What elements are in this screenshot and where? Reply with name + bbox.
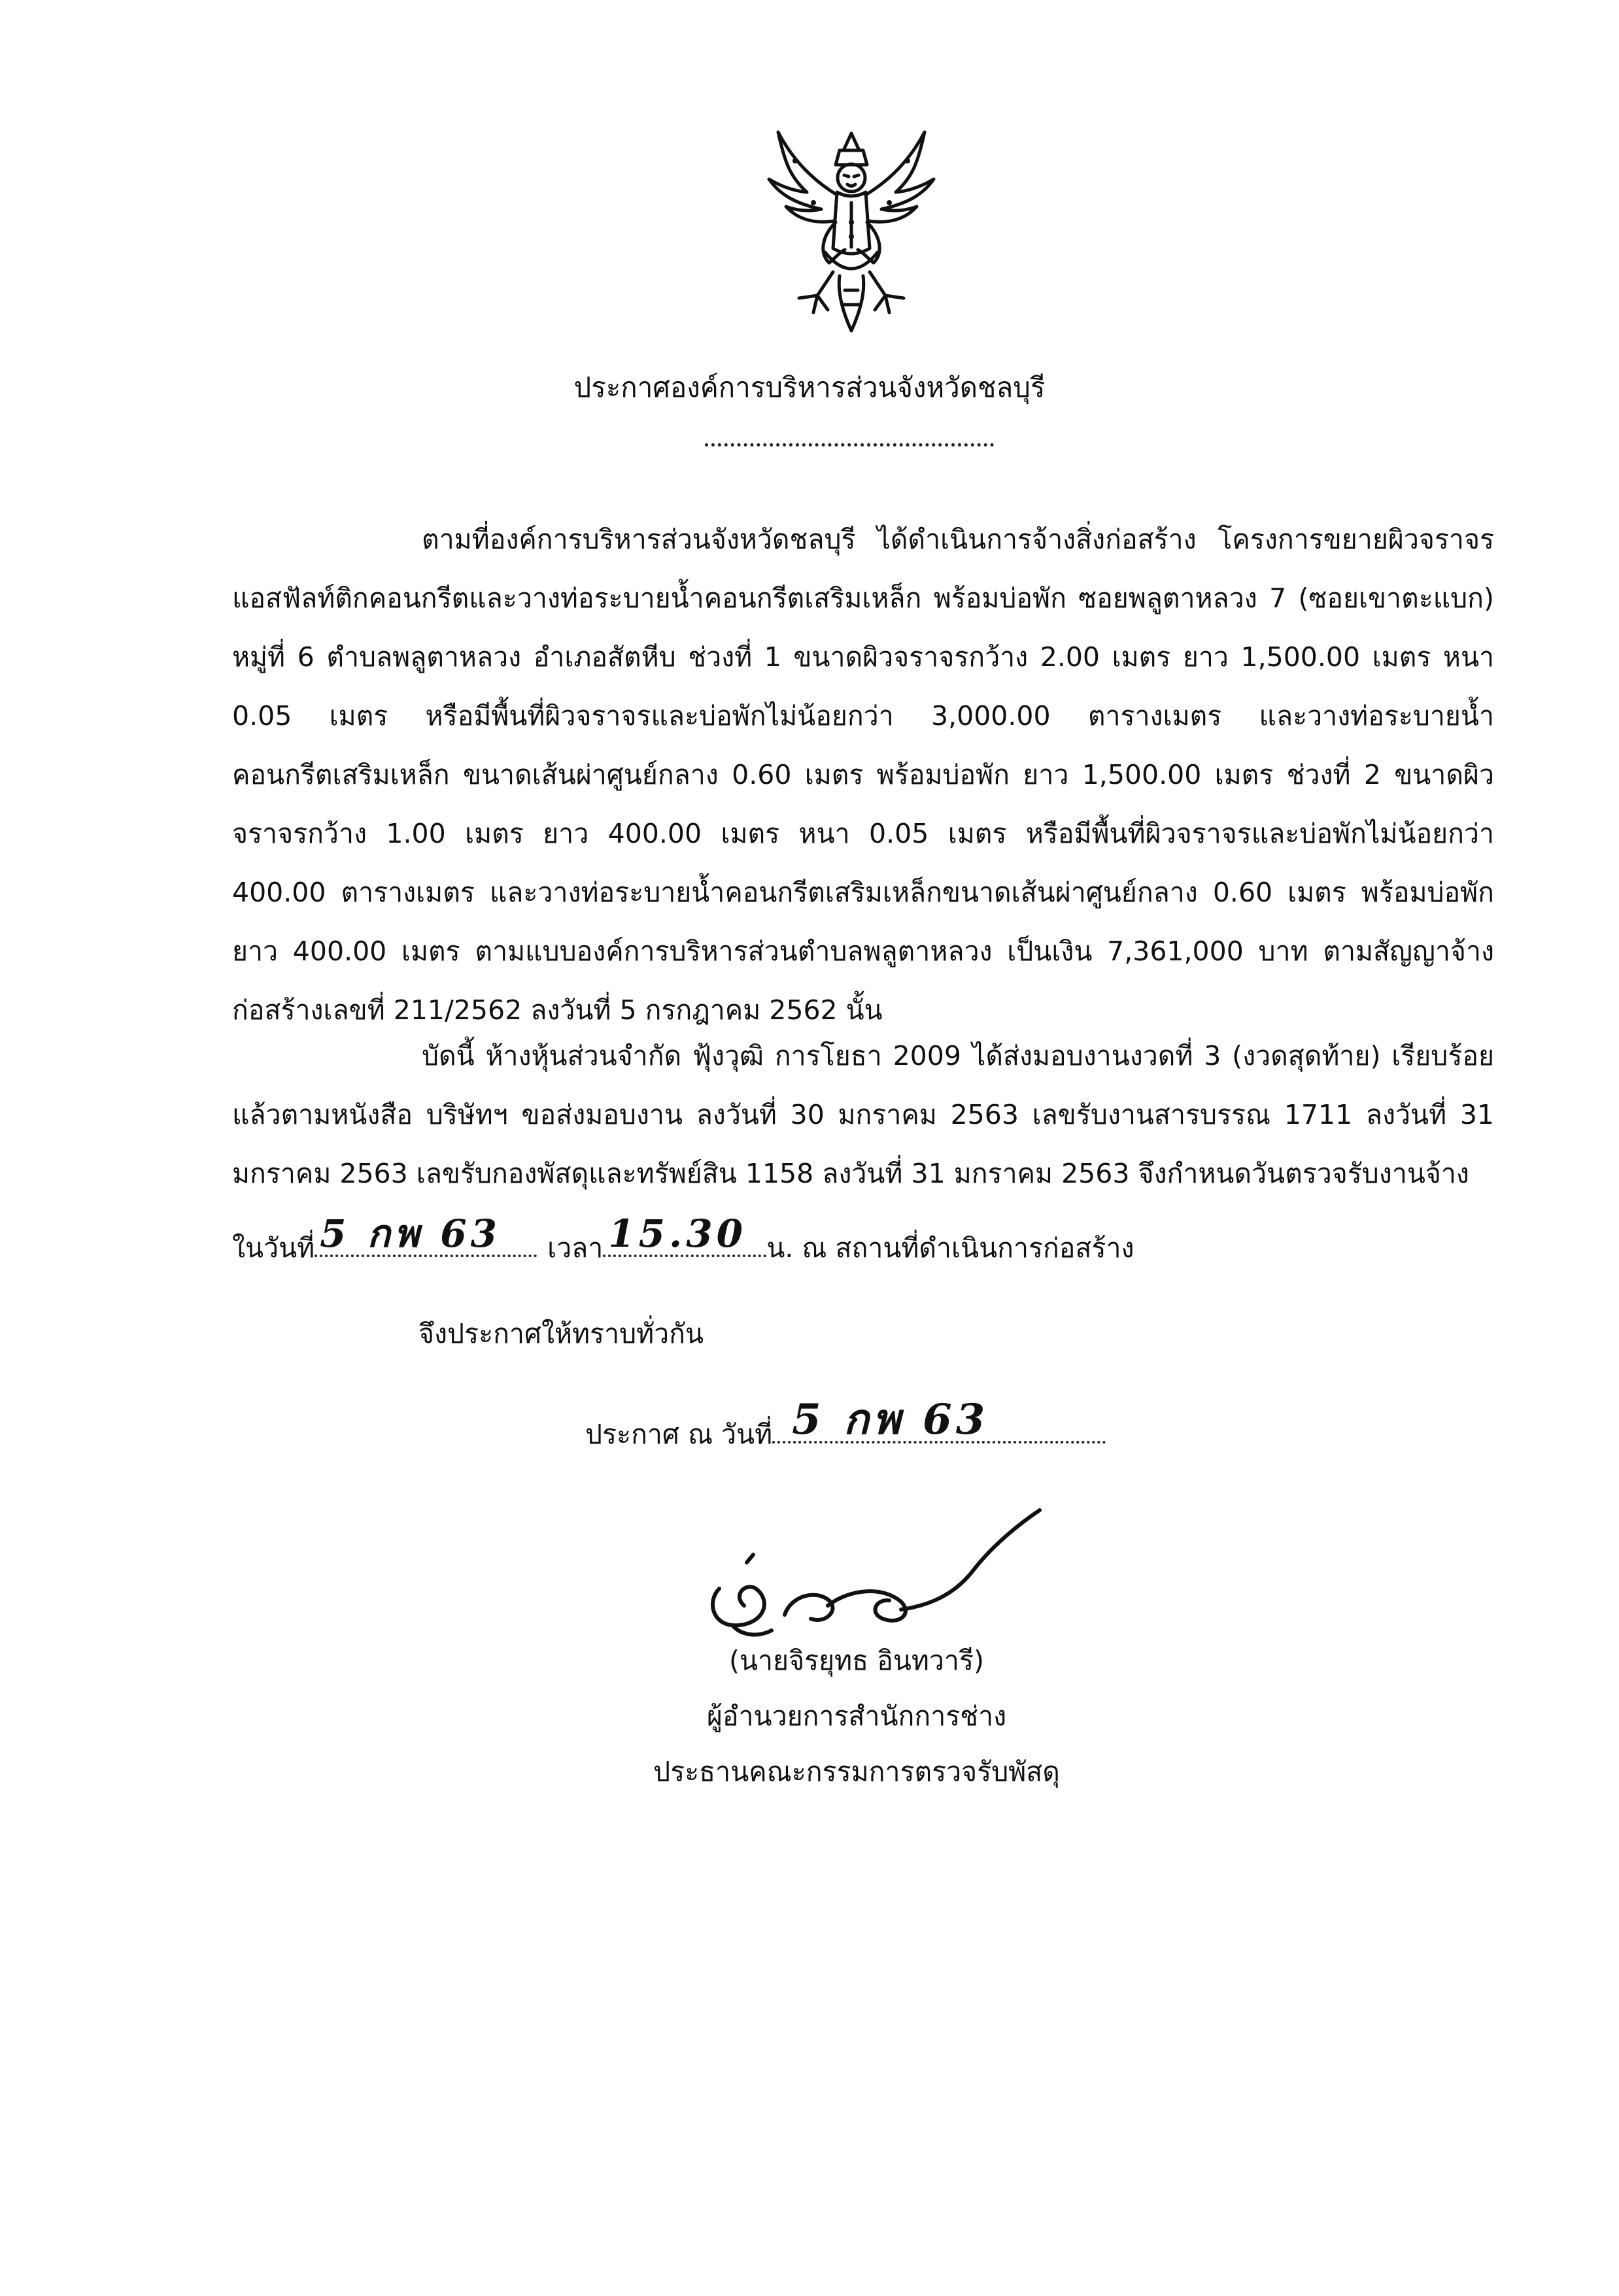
garuda-emblem-icon <box>753 124 949 340</box>
announcement-date-handwritten: 5 กพ 63 <box>792 1395 989 1444</box>
body-paragraph-1-text: ตามที่องค์การบริหารส่วนจังหวัดชลบุรี ได้ดำเนินการจ้างสิ่งก่อสร้าง โครงการขยายผิวจราจรแอสฟัลท์ติกคอนกรีตและวางท่อระบายน้ำคอนกรีตเสริมเหล็ก พร้อมบ่อพัก ซอยพลูตาหลวง 7 (ซอยเขาตะแบก) หมู่ที่ 6 ตำบลพลูตาหลวง อำเภอสัตหีบ ช่วงที่ 1 ขนาดผิวจราจรกว้าง 2.00 เมตร ยาว 1,500.00 เมตร หนา 0.05 เมตร หรือมีพื้นที่ผิวจราจรและบ่อพักไม่น้อยกว่า 3,000.00 ตารางเมตร และวางท่อระบายน้ำคอนกรีตเสริมเหล็ก ขนาดเส้นผ่าศูนย์กลาง 0.60 เมตร พร้อมบ่อพัก ยาว 1,500.00 เมตร ช่วงที่ 2 ขนาดผิวจราจรกว้าง 1.00 เมตร ยาว 400.00 เมตร หนา 0.05 เมตร หรือมีพื้นที่ผิวจราจรและบ่อพักไม่น้อยกว่า 400.00 ตารางเมตร และวางท่อระบายน้ำคอนกรีตเสริมเหล็กขนาดเส้นผ่าศูนย์กลาง 0.60 เมตร พร้อมบ่อพัก ยาว 400.00 เมตร ตามแบบองค์การบริหารส่วนตำบลพลูตาหลวง เป็นเงิน 7,361,000 บาท ตามสัญญาจ้างก่อสร้างเลขที่ 211/2562 ลงวันที่ 5 กรกฎาคม 2562 นั้น <box>232 524 1494 1026</box>
body-paragraph-1 <box>232 510 1494 1039</box>
inspection-time-handwritten: 15.30 <box>608 1211 747 1256</box>
signatory-position: ผู้อำนวยการสำนักการช่าง <box>706 1700 1007 1732</box>
signatory-role: ประธานคณะกรรมการตรวจรับพัสดุ <box>653 1756 1060 1787</box>
body-paragraph-2 <box>232 1026 1494 1203</box>
handwritten-signature-icon <box>693 1491 1059 1661</box>
page-title: ประกาศองค์การบริหารส่วนจังหวัดชลบุรี <box>573 371 1046 403</box>
inspection-location-text: น. ณ สถานที่ดำเนินการก่อสร้าง <box>766 1232 1134 1264</box>
closing-text: จึงประกาศให้ทราบทั่วกัน <box>418 1318 704 1349</box>
inspection-date-label: ในวันที่ <box>232 1232 315 1264</box>
inspection-date-line <box>232 1211 1134 1268</box>
body-paragraph-2-text: บัดนี้ ห้างหุ้นส่วนจำกัด ฟุ้งวุฒิ การโยธา 2009 ได้ส่งมอบงานงวดที่ 3 (งวดสุดท้าย) เรียบร้อยแล้วตามหนังสือ บริษัทฯ ขอส่งมอบงาน ลงวันที่ 30 มกราคม 2563 เลขรับงานสารบรรณ 1711 ลงวันที่ 31 มกราคม 2563 เลขรับกองพัสดุและทรัพย์สิน 1158 ลงวันที่ 31 มกราคม 2563 จึงกำหนดวันตรวจรับงานจ้าง <box>232 1040 1494 1189</box>
announcement-date-field <box>772 1395 1106 1444</box>
announcement-date-line <box>585 1395 1106 1454</box>
inspection-date-field <box>315 1211 537 1257</box>
signatory-name: (นายจิรยุทธ อินทวารี) <box>729 1645 984 1676</box>
inspection-time-label: เวลา <box>547 1232 604 1264</box>
inspection-date-handwritten: 5 กพ 63 <box>320 1211 501 1256</box>
announcement-date-label: ประกาศ ณ วันที่ <box>585 1419 773 1450</box>
dotted-divider <box>705 443 994 447</box>
inspection-time-field <box>603 1211 766 1257</box>
